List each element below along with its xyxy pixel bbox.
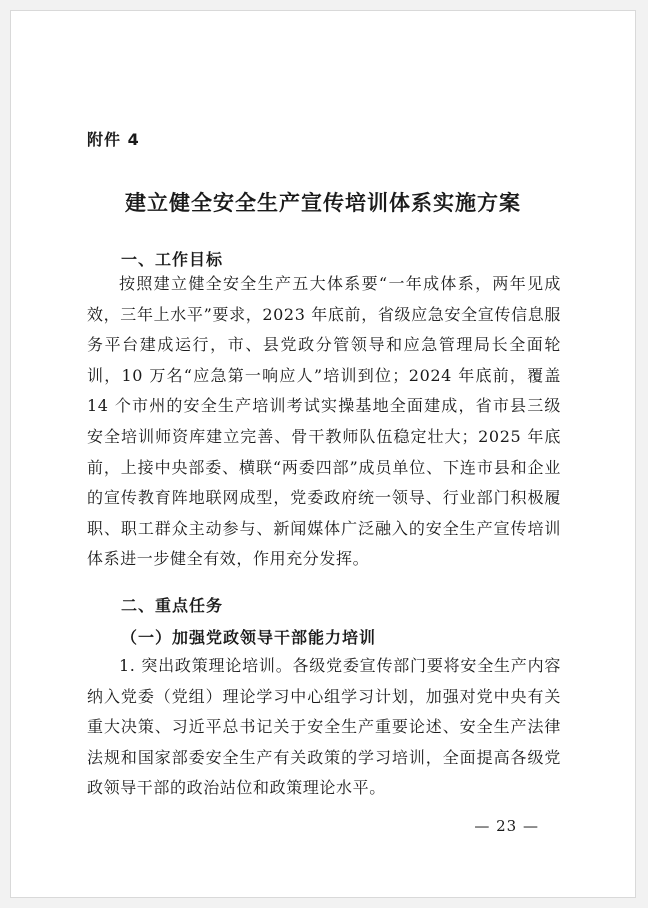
section-heading-tasks: 二、重点任务 [121, 596, 224, 615]
item-1-paragraph: 1. 突出政策理论培训。各级党委宣传部门要将安全生产内容纳入党委（党组）理论学习中心组学习计划，加强对党中央有关重大决策、习近平总书记关于安全生产重要论述、安全生产法律法规和国家部委安全生产有关政策的学习培训，全面提高各级党政领导干部的政治站位和政策理论水平。 [87, 656, 561, 798]
document-page [10, 10, 636, 898]
subsection-heading-training: （一）加强党政领导干部能力培训 [121, 628, 377, 647]
attachment-label: 附件 4 [87, 130, 140, 149]
section-heading-goals: 一、工作目标 [121, 250, 224, 269]
document-title: 建立健全安全生产宣传培训体系实施方案 [125, 190, 521, 215]
goals-paragraph: 按照建立健全安全生产五大体系要“一年成体系，两年见成效，三年上水平”要求，2023 年底前，省级应急安全宣传信息服务平台建成运行，市、县党政分管领导和应急管理局长全面轮训，10 万名“应急第一响应人”培训到位；2024 年底前，覆盖 14 个市州的安全生产培训考试实操基地全面建成，省市县三级安全培训师资库建立完善、骨干教师队伍稳定壮大；2025 年底前，上接中央部委、横联“两委四部”成员单位、下连市县和企业的宣传教育阵地联网成型，党委政府统一领导、行业部门积极履职、职工群众主动参与、新闻媒体广泛融入的安全生产宣传培训体系进一步健全有效，作用充分发挥。 [87, 274, 561, 569]
page-number: — 23 — [474, 817, 539, 835]
